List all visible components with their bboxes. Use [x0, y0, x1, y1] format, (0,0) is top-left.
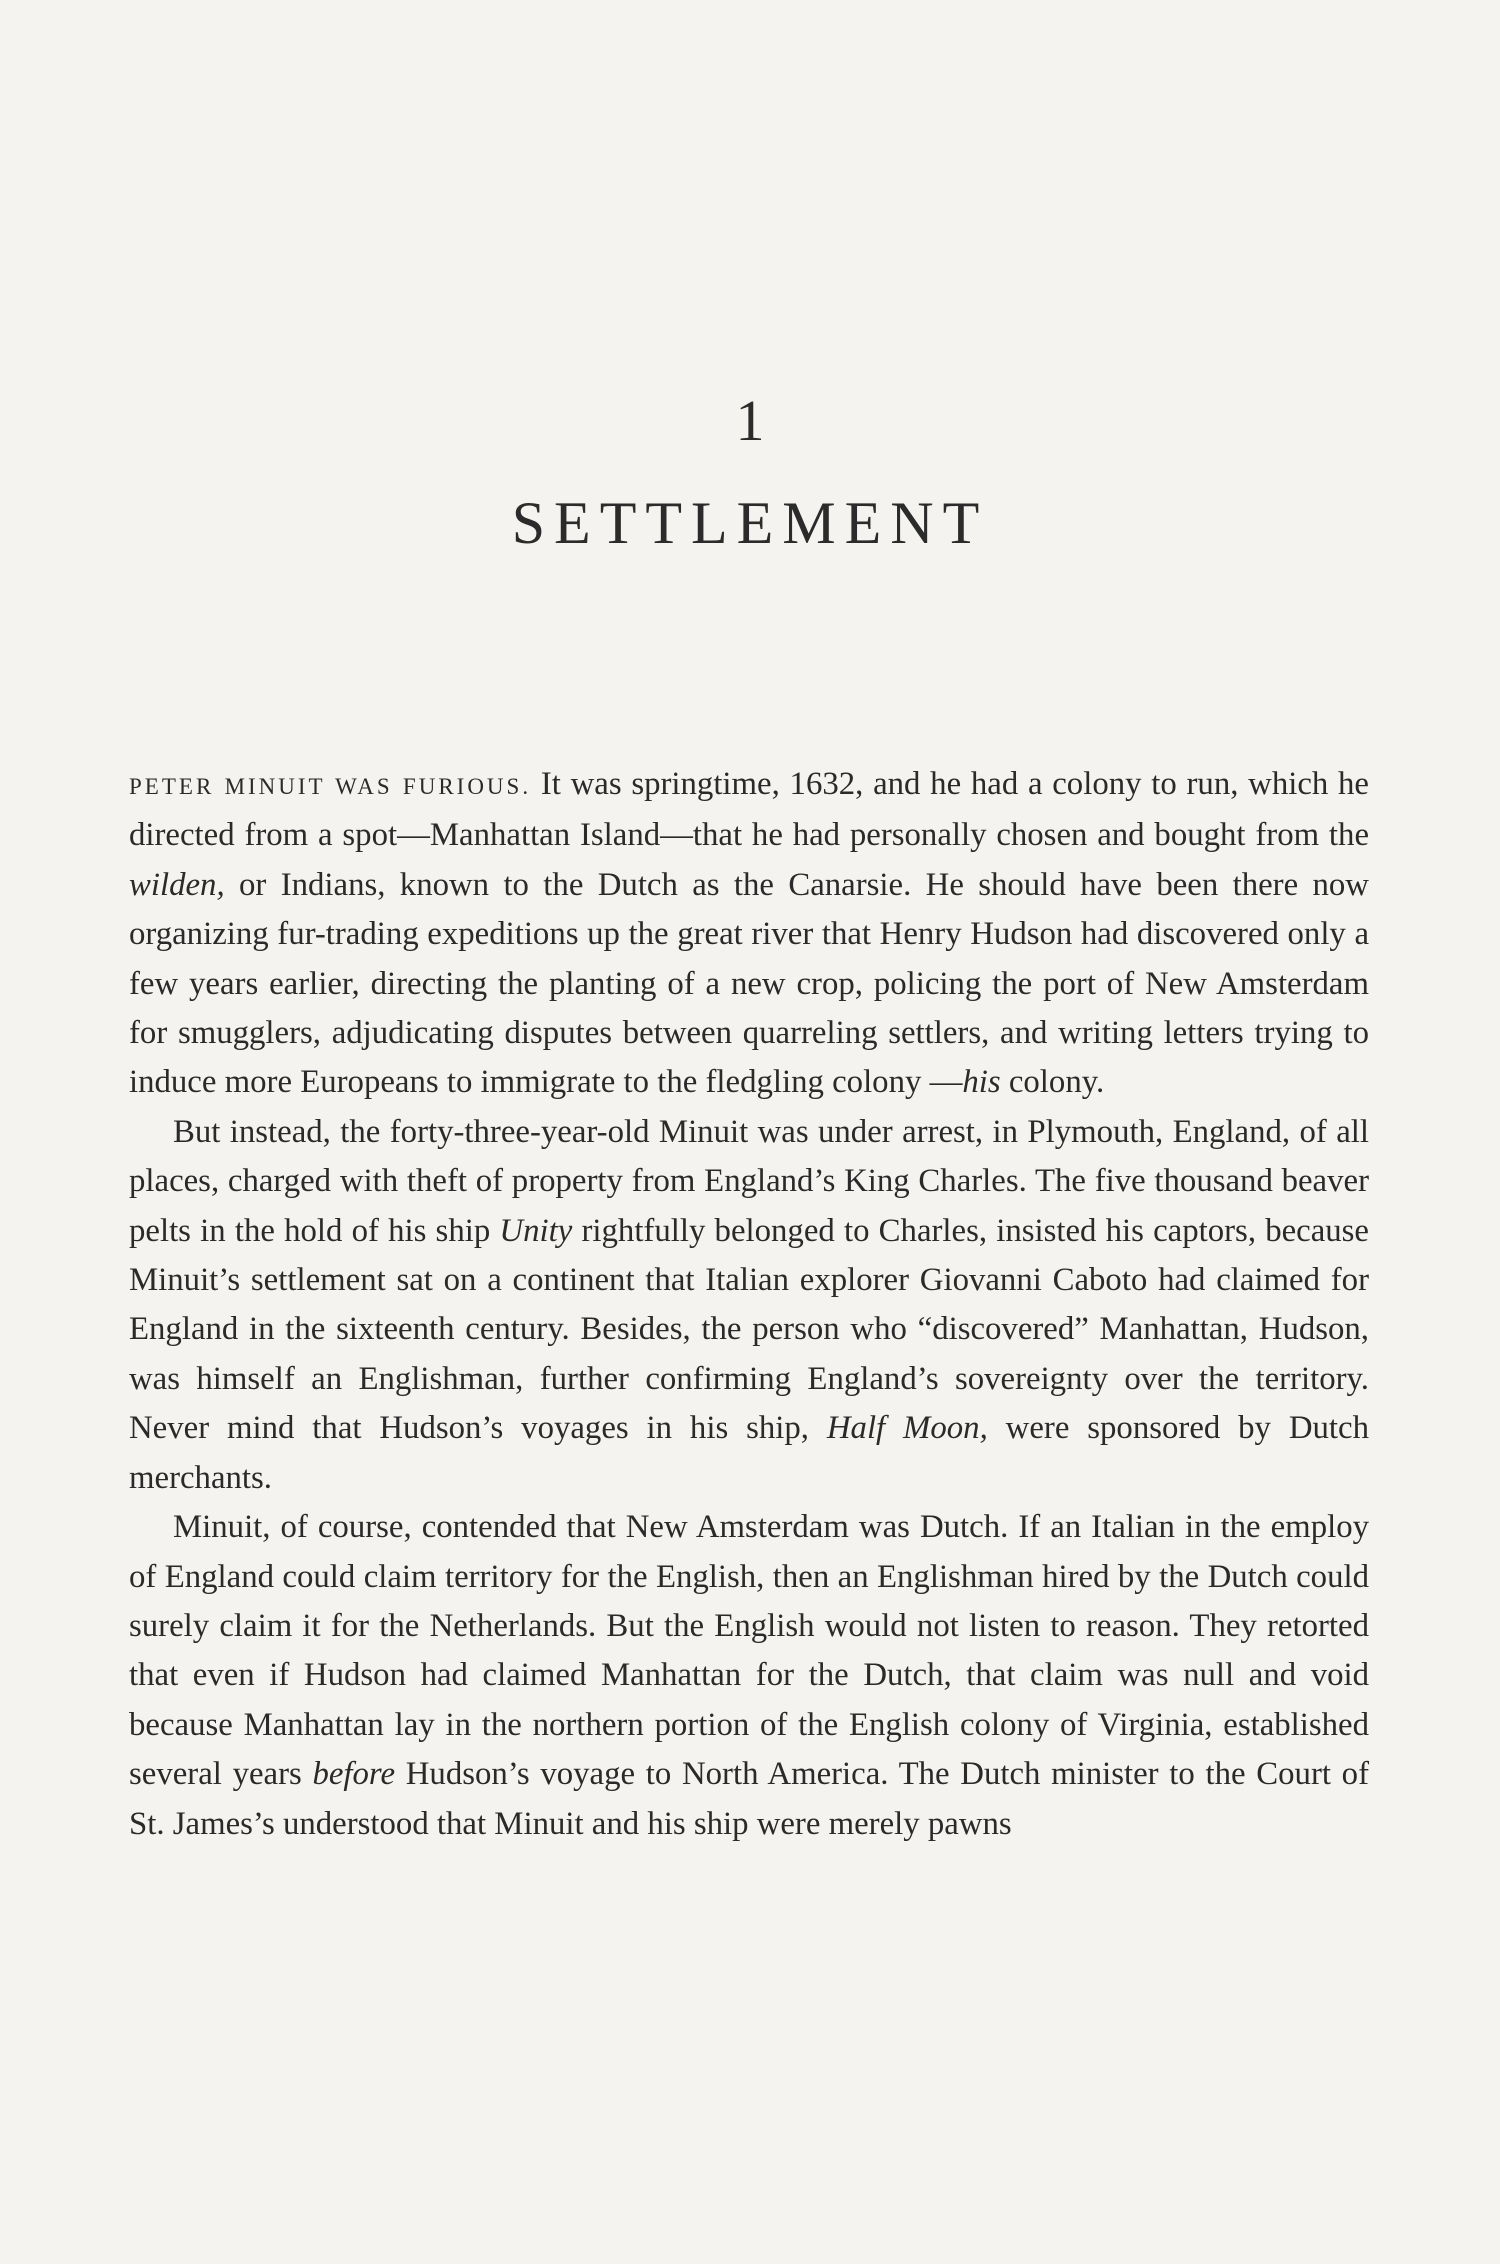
- text-span: Hudson’s voyage to North America. The Dutch minister to the Court of St. James’s understood that Minuit and his ship were merely pawns: [129, 1756, 1370, 1842]
- paragraph: [129, 760, 1369, 1108]
- italic-span: Half Moon,: [826, 1410, 988, 1447]
- text-span: rightfully belonged to Charles, insisted his captors, because Minuit’s settlement sat on a continent that Italian explorer Giovanni Caboto had claimed for England in the sixteenth century. Besides, the person who “discovered” Manhattan, Hudson, was himself an Englishman, further confirming England’s sovereignty over the territory. Never mind that Hudson’s voyages in his ship,: [129, 1212, 1369, 1447]
- text-span: or Indians, known to the Dutch as the Canarsie. He should have been there now organizing fur-trading expeditions up the great river that Henry Hudson had discovered only a few years earlier, directing the planting of a new crop, policing the port of New Amsterdam for smugglers, adjudicating disputes between quarreling settlers, and writing letters trying to induce more Europeans to immigrate to the fledgling colony —: [129, 866, 1369, 1101]
- text-span: But instead, the forty-three-year-old Minuit was under arrest, in Plymouth, England, of all places, charged with theft of property from England’s King Charles. The five thousand beaver pelts in the hold of his ship: [129, 1113, 1369, 1249]
- body-text: [129, 760, 1369, 1849]
- italic-span: wilden,: [129, 866, 225, 903]
- italic-span: Unity: [499, 1212, 573, 1249]
- text-span: It was springtime, 1632, and he had a colony to run, which he directed from a spot—Manhattan Island—that he had personally chosen and bought from the: [129, 766, 1369, 854]
- text-span: colony.: [1000, 1064, 1105, 1101]
- text-span: Minuit, of course, contended that New Amsterdam was Dutch. If an Italian in the employ of England could claim territory for the English, then an Englishman hired by the Dutch could surely claim it for the Netherlands. But the English would not listen to reason. They retorted that even if Hudson had claimed Manhattan for the Dutch, that claim was null and void because Manhattan lay in the northern portion of the English colony of Virginia, established several years: [129, 1509, 1369, 1793]
- italic-span: before: [312, 1756, 396, 1793]
- italic-span: his: [962, 1064, 1001, 1101]
- chapter-title: SETTLEMENT: [511, 490, 989, 556]
- chapter-number: 1: [735, 388, 765, 453]
- paragraph: [129, 1503, 1369, 1849]
- paragraph: [129, 1108, 1369, 1503]
- text-span: were sponsored by Dutch merchants.: [129, 1410, 1369, 1496]
- paragraph-lead: PETER MINUIT WAS FURIOUS.: [129, 774, 532, 799]
